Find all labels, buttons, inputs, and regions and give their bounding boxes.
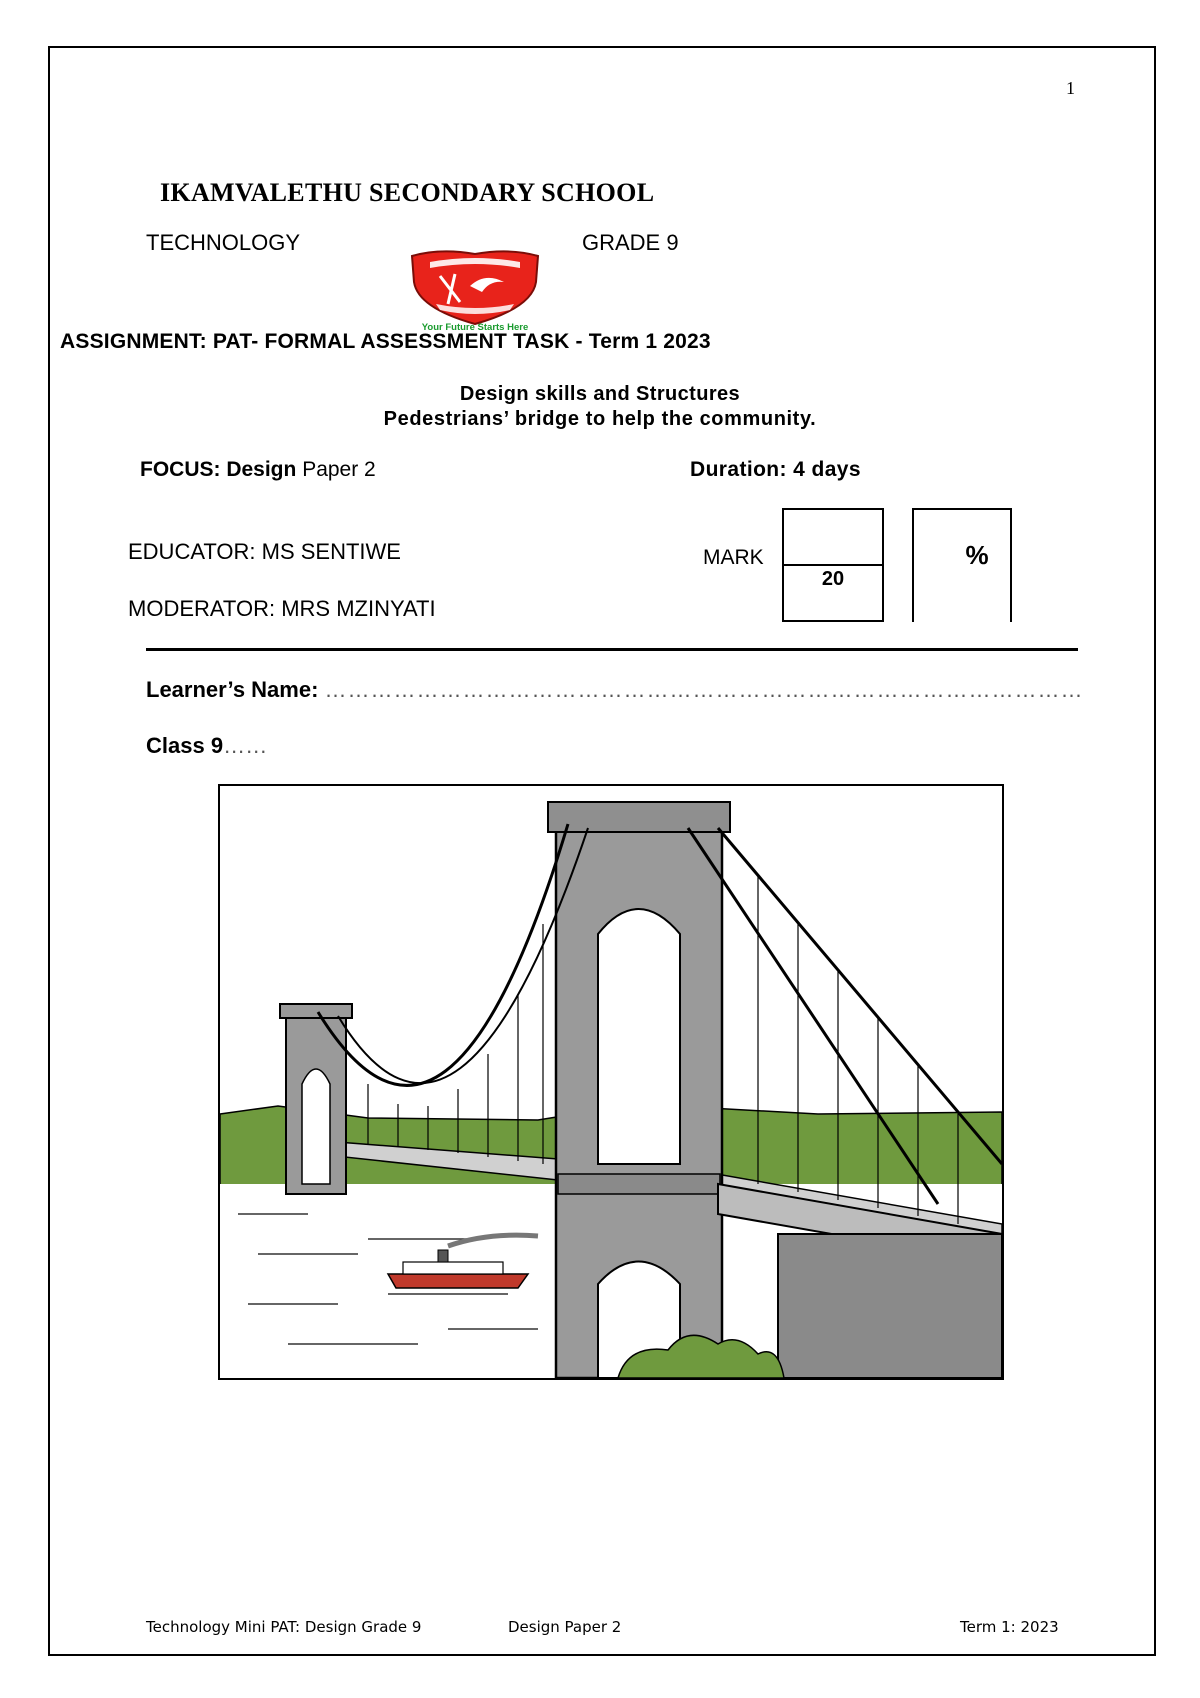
footer-center: Design Paper 2	[508, 1618, 622, 1636]
crest-shield	[412, 251, 538, 324]
footer-left: Technology Mini PAT: Design Grade 9	[146, 1618, 422, 1636]
educator-label: EDUCATOR: MS SENTIWE	[128, 539, 401, 564]
focus-line	[140, 458, 376, 482]
class-label: Class 9	[146, 733, 224, 758]
subject-label: TECHNOLOGY	[146, 230, 301, 255]
class-dots: …...	[223, 733, 268, 758]
class-field[interactable]	[146, 733, 267, 759]
percent-symbol: %	[965, 540, 989, 570]
mark-label: MARK	[703, 546, 764, 569]
learner-name-field[interactable]	[146, 677, 1084, 703]
moderator-label: MODERATOR: MRS MZINYATI	[128, 596, 436, 621]
focus-value: Paper 2	[302, 458, 376, 481]
section-divider	[146, 648, 1078, 651]
assignment-title: ASSIGNMENT: PAT- FORMAL ASSESSMENT TASK - Term 1 2023	[60, 330, 711, 353]
school-crest-icon	[400, 246, 550, 332]
mark-total: 20	[821, 568, 845, 590]
grade-label: GRADE 9	[582, 230, 679, 255]
mark-divider	[782, 564, 884, 566]
learner-name-dots: ………………………………………………………………………………………	[324, 677, 1084, 702]
topic-line-2: Pedestrians’ bridge to help the community.	[383, 408, 817, 430]
duration-label: Duration: 4 days	[690, 458, 861, 481]
crest-motto: Your Future Starts Here	[421, 322, 529, 332]
focus-label: FOCUS: Design	[140, 458, 297, 481]
near-tower	[548, 802, 730, 1378]
topic-line-1: Design skills and Structures	[459, 383, 741, 405]
footer-right: Term 1: 2023	[960, 1618, 1059, 1636]
learner-name-label: Learner’s Name:	[146, 677, 319, 702]
suspension-bridge-illustration	[218, 784, 1004, 1380]
school-name: IKAMVALETHU SECONDARY SCHOOL	[160, 178, 655, 207]
page-number: 1	[1066, 78, 1075, 98]
far-tower	[280, 1004, 352, 1194]
